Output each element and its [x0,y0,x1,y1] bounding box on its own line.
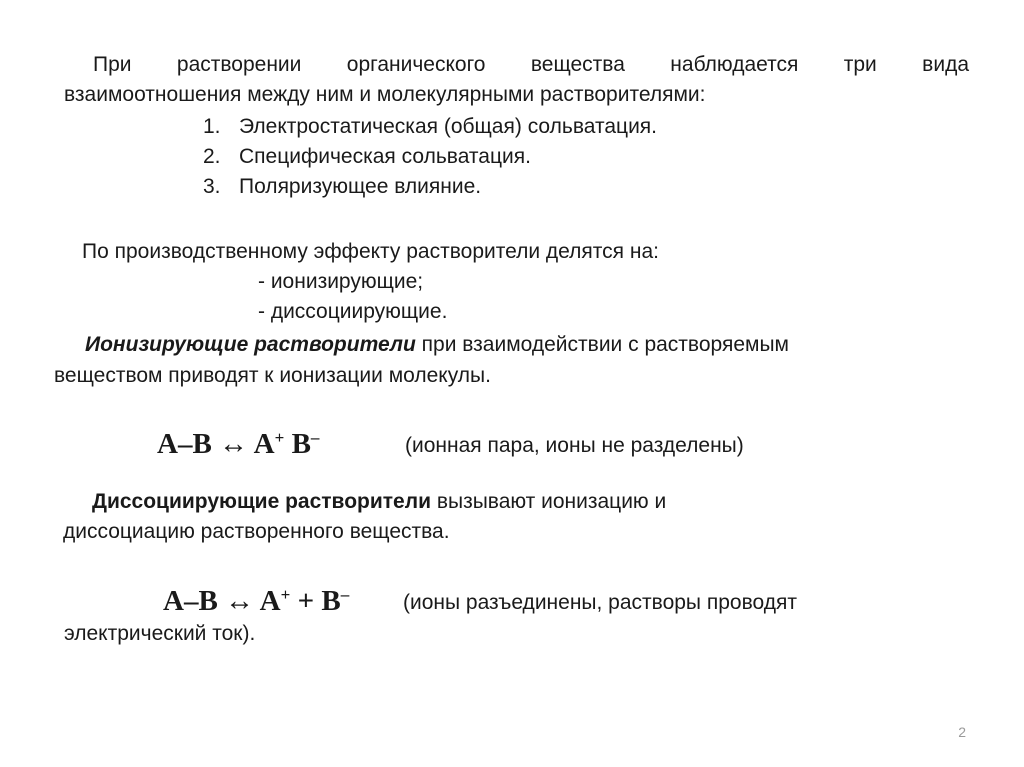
formula-left: A–B ↔ A [163,585,281,617]
solvation-item-3 [203,172,481,202]
dissociating-line-1 [92,487,666,517]
list-text: Поляризующее влияние. [239,175,482,198]
formula-left: A–B ↔ A [157,428,275,460]
dissociating-line-2: диссоциацию растворенного вещества. [63,520,450,543]
ionizing-term: Ионизирующие растворители [85,333,416,356]
page-number: 2 [958,724,966,740]
formula-right: B [284,428,311,460]
ionizing-equation [157,426,319,465]
list-number: 1. [203,115,221,138]
intro-line-1: При растворении органического вещества наблюдается три вида [93,53,969,76]
ionizing-rest: при взаимодействии с растворяемым [415,333,789,356]
ionizing-line-2: веществом приводят к ионизации молекулы. [54,364,491,387]
ionizing-note: (ионная пара, ионы не разделены) [405,434,744,457]
effect-item-ionizing: - ионизирующие; [258,270,424,293]
dissociating-equation [163,583,349,622]
effect-heading: По производственному эффекту растворители делятся на: [82,240,659,263]
formula-charge-minus: – [310,428,320,447]
ionizing-formula [157,428,319,460]
list-number: 2. [203,145,221,168]
list-number: 3. [203,175,221,198]
formula-charge-plus: + [280,585,291,604]
solvation-item-1 [203,112,657,142]
dissociating-note-line-1: (ионы разъединены, растворы проводят [403,591,797,614]
formula-charge-plus: + [274,428,285,447]
effect-item-dissociating: - диссоциирующие. [258,300,448,323]
dissociating-term: Диссоциирующие растворители [92,490,431,513]
list-text: Электростатическая (общая) сольватация. [239,115,658,138]
solvation-item-2 [203,142,531,172]
dissociating-rest: вызывают ионизацию и [430,490,667,513]
intro-line-2: взаимоотношения между ним и молекулярными растворителями: [64,83,706,106]
dissociating-note-line-2: электрический ток). [64,622,256,645]
list-text: Специфическая сольватация. [239,145,531,168]
dissociating-formula [163,585,349,617]
formula-charge-minus: – [340,585,350,604]
ionizing-line-1 [85,330,789,360]
formula-right: + B [290,585,341,617]
